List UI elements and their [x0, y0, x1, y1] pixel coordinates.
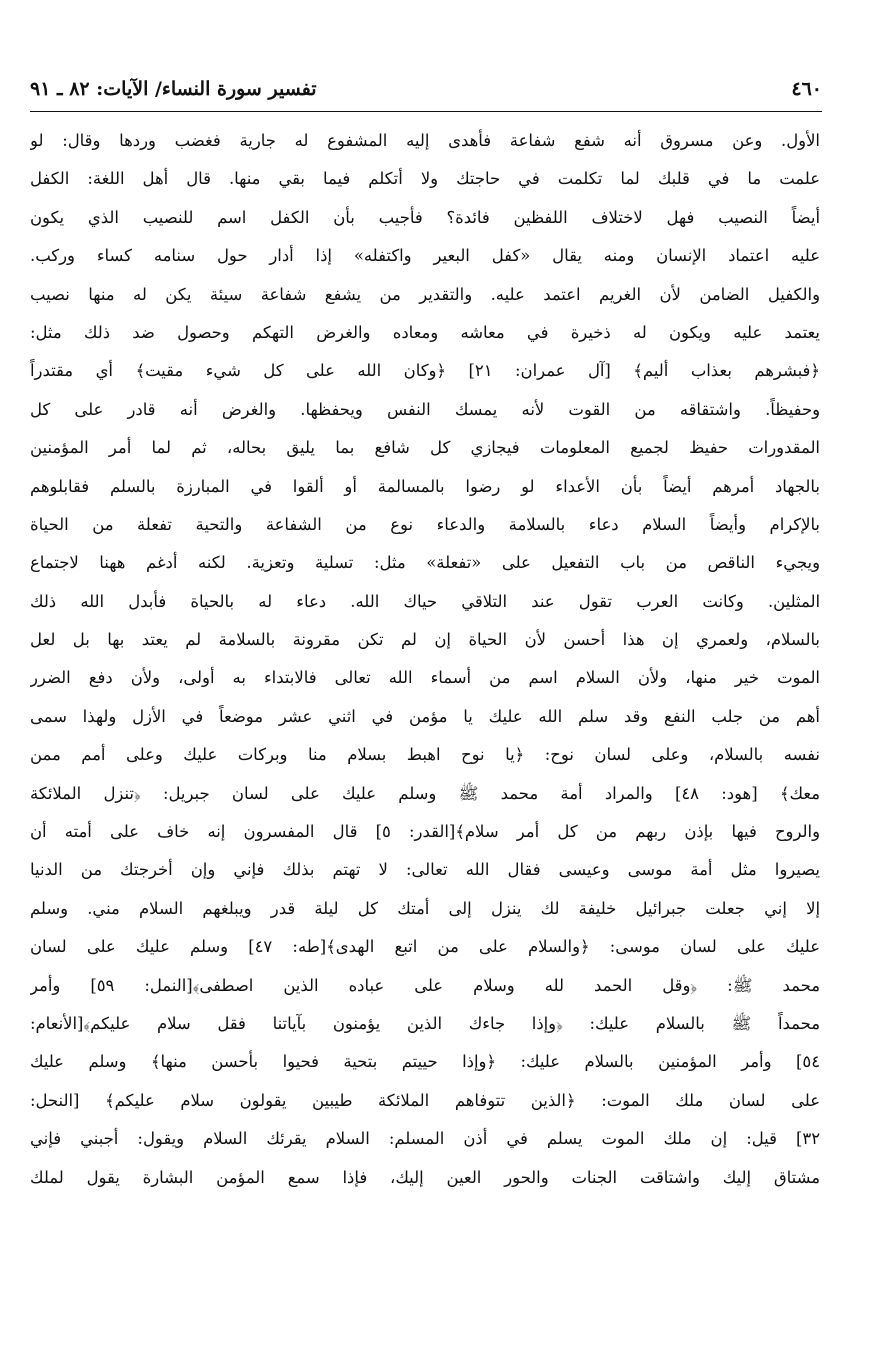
text-line: مشتاق إليك واشتاقت الجنات والحور العين إليك، فإذا سمع المؤمن البشارة يقول لملك — [30, 1167, 820, 1187]
text-line: أهم من جلب النفع وقد سلم الله عليك يا مؤمن في اثني عشر موضعاً في الأزل ولهذا سمى — [30, 706, 820, 726]
text-line: ويجيء الناقص من باب التفعيل على «تفعلة» مثل: تسلية وتعزية. لكنه أدغم ههنا لاجتماع — [30, 553, 820, 573]
text-line: يصيروا مثل أمة موسى وعيسى فقال الله تعالى: لا تهتم بذلك فإني وإن أخرجتك من الدنيا — [30, 860, 820, 880]
text-line: يعتمد عليه ويكون له ذخيرة في معاشه ومعاده والغرض التهكم وحصول ضد ذلك مثل: — [30, 322, 820, 342]
text-line: الأول. وعن مسروق أنه شفع شفاعة فأهدى إليه المشفوع له جارية فغضب وردها وقال: لو — [30, 131, 820, 150]
text-line: والكفيل الضامن لأن الغريم اعتمد عليه. والتقدير من يشفع شفاعة سيئة يكن له منها نصيب — [30, 284, 820, 304]
text-line: نفسه بالسلام، وعلى لسان نوح: ﴿يا نوح اهبط بسلام منا وبركات عليك وعلى أمم ممن — [30, 745, 820, 765]
text-line: والروح فيها بإذن ربهم من كل أمر سلام﴾[القدر: ٥] قال المفسرون إنه خاف على أمته أن — [30, 822, 820, 842]
text-line: أيضاً النصيب فهل لاختلاف اللفظين فائدة؟ فأجيب بأن الكفل اسم للنصيب الذي يكون — [30, 207, 820, 227]
header-divider — [30, 111, 822, 112]
text-line: معك﴾ [هود: ٤٨] والمراد أمة محمد ﷺ وسلم عليك على لسان جبريل: ﴿تنزل الملائكة — [30, 783, 820, 803]
page-number: ٤٦٠ — [791, 78, 822, 100]
text-line: بالسلام، ولعمري إن هذا أحسن لأن الحياة إن لم تكن مقرونة بالسلامة لم يعتد بها بل لعل — [30, 630, 820, 650]
text-line: ٥٤] وأمر المؤمنين بالسلام عليك: ﴿وإذا حييتم بتحية فحيوا بأحسن منها﴾ وسلم عليك — [30, 1052, 820, 1072]
running-header — [30, 72, 822, 108]
text-line: علمت ما في قلبك لما تكلمت في حاجتك ولا أتكلم فيما بقي منها. قال أهل اللغة: الكفل — [30, 169, 820, 189]
text-line: بالجهاد أمرهم أيضاً بأن الأعداء لو رضوا بالمسالمة أو ألقوا في المبارزة بالسلم فقابلوهم — [30, 476, 820, 496]
body-text — [30, 122, 820, 1197]
text-line: المقدورات حفيظ لجميع المعلومات فيجازي كل شافع بما يليق بحاله، ثم لما أمر المؤمنين — [30, 438, 820, 458]
text-line: محمد ﷺ: ﴿وقل الحمد لله وسلام على عباده الذين اصطفى﴾[النمل: ٥٩] وأمر — [30, 975, 820, 995]
text-line: بالإكرام وأيضاً السلام دعاء بالسلامة والدعاء نوع من الشفاعة والتحية تفعلة من الحياة — [30, 514, 820, 534]
text-line: محمداً ﷺ بالسلام عليك: ﴿وإذا جاءك الذين يؤمنون بآياتنا فقل سلام عليكم﴾[الأنعام: — [30, 1013, 820, 1033]
text-line: على لسان ملك الموت: ﴿الذين تتوفاهم الملائكة طيبين يقولون سلام عليكم﴾ [النحل: — [30, 1090, 820, 1110]
text-line: المثلين. وكانت العرب تقول عند التلاقي حياك الله. دعاء له بالحياة فأبدل الله ذلك — [30, 591, 820, 611]
text-line: ٣٢] قيل: إن ملك الموت يسلم في أذن المسلم: السلام يقرئك السلام ويقول: أجبني فإني — [30, 1129, 820, 1149]
text-line: وحفيظاً. واشتقاقه من القوت لأنه يمسك النفس ويحفظها. والغرض أنه قادر على كل — [30, 399, 820, 419]
text-line: الموت خير منها، ولأن السلام اسم من أسماء الله تعالى فالابتداء به أولى، ولأن دفع الضرر — [30, 668, 820, 688]
text-line: إلا إني جعلت جبرائيل خليفة لك ينزل إلى أمتك كل ليلة قدر ويبلغهم السلام مني. وسلم — [30, 898, 820, 918]
text-line: عليك على لسان موسى: ﴿والسلام على من اتبع الهدى﴾[طه: ٤٧] وسلم عليك على لسان — [30, 937, 820, 957]
text-line: ﴿فبشرهم بعذاب أليم﴾ [آل عمران: ٢١] ﴿وكان الله على كل شيء مقيت﴾ أي مقتدراً — [30, 361, 820, 381]
running-title: تفسير سورة النساء/ الآيات: ٨٢ ـ ٩١ — [30, 78, 317, 100]
text-line: عليه اعتماد الإنسان ومنه يقال «كفل البعير واكتفله» إذا أدار حول سنامه كساء وركب. — [30, 246, 820, 266]
